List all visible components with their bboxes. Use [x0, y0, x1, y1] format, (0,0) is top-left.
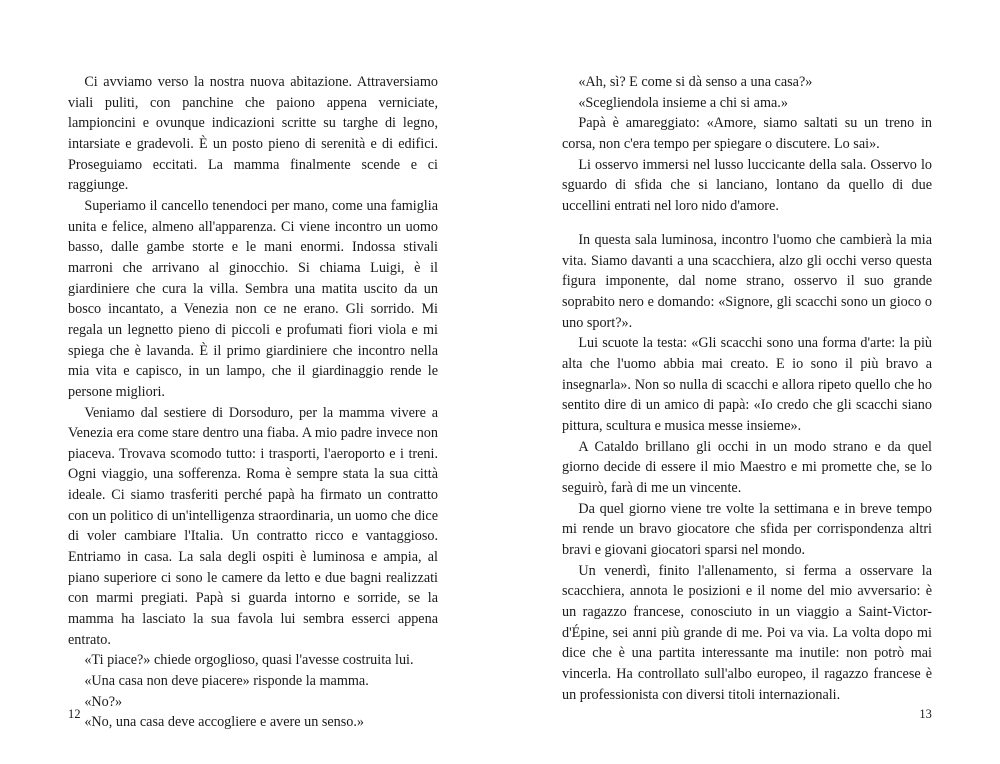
paragraph: Superiamo il cancello tenendoci per mano, come una famiglia unita e felice, almeno all'apparenza. Ci viene incontro un uomo basso, dalle gambe storte e le mani enormi. Indossa stivali marroni che arrivano al ginocchio. Si chiama Luigi, è il giardiniere che cura la villa. Sembra una matita uscito da un bosco incantato, a Venezia non ce ne erano. Gli sorrido. Mi regala un legnetto pieno di piccoli e profumati fiori viola e mi spiega che è lavanda. È il primo giardiniere che incontro nella mia vita e capisco, in un lampo, che il giardinaggio rende le persone migliori. [68, 197, 438, 400]
page-number-right: 13 [919, 707, 932, 721]
paragraph: Lui scuote la testa: «Gli scacchi sono una forma d'arte: la più alta che l'uomo abbia mai creato. E io sono il più bravo a insegnarla». Non so nulla di scacchi e allora ripeto quello che ho sentito dire di un amico di papà: «Io credo che gli scacchi siano pittura, scultura e musica messe insieme». [562, 335, 932, 434]
right-page [500, 0, 1000, 764]
paragraph: «Ti piace?» chiede orgoglioso, quasi l'avesse costruita lui. [84, 652, 414, 669]
paragraph: «No?» [84, 693, 123, 710]
paragraph: «No, una casa deve accogliere e avere un senso.» [84, 714, 365, 731]
paragraph: Ci avviamo verso la nostra nuova abitazione. Attraversiamo viali puliti, con panchine che paiono appena verniciate, lampioncini e ovunque indicazioni scritte su targhe di legno, intarsiate e gradevoli. È un posto pieno di serenità e di edifici. Proseguiamo eccitati. La mamma finalmente scende e ci raggiunge. [68, 74, 438, 194]
paragraph: Li osservo immersi nel lusso luccicante della sala. Osservo lo sguardo di sfida che si lanciano, lontano da quello di due uccellini entrati nel loro nido d'amore. [562, 156, 932, 214]
paragraph: Da quel giorno viene tre volte la settimana e in breve tempo mi rende un bravo giocatore che sfida per corrispondenza altri bravi e giovani giocatori sparsi nel mondo. [562, 500, 932, 558]
paragraph: «Scegliendola insieme a chi si ama.» [578, 94, 788, 111]
paragraph: Un venerdì, finito l'allenamento, si ferma a osservare la scacchiera, annota le posizioni e il nome del mio avversario: è un ragazzo francese, conosciuto in un viaggio a Saint-Victor-d'Épine, sei anni più grande di me. Poi va via. La volta dopo mi dice che è una partita interessante ma inutile: non potrò mai vincerla. Ha controllato sull'albo europeo, il ragazzo francese è un professionista con diversi titoli internazionali. [562, 562, 932, 703]
paragraph: A Cataldo brillano gli occhi in un modo strano e da quel giorno decide di essere il mio Maestro e mi promette che, se lo seguirò, farà di me un vincente. [562, 438, 932, 496]
paragraph: «Ah, sì? E come si dà senso a una casa?» [578, 74, 813, 90]
left-page-body [68, 72, 438, 733]
page-number-left: 12 [68, 707, 81, 721]
right-page-body [562, 72, 932, 705]
paragraph: Veniamo dal sestiere di Dorsoduro, per la mamma vivere a Venezia era come stare dentro una fiaba. A mio padre invece non piaceva. Trovava scomodo tutto: i trasporti, l'aeroporto e i treni. Ogni viaggio, una sofferenza. Roma è sempre stata la sua città ideale. Ci siamo trasferiti perché papà ha firmato un contratto con un politico di un'intelligenza straordinaria, un uomo che dice di voler cambiare l'Italia. Un contratto ricco e vantaggioso. Entriamo in casa. La sala degli ospiti è luminosa e ampia, al piano superiore ci sono le camere da letto e due bagni realizzati con marmi pregiati. Papà si guarda intorno e sorride, se la mamma ha lasciato la sua favola lui sembra esserci appena entrato. [68, 404, 438, 648]
paragraph: In questa sala luminosa, incontro l'uomo che cambierà la mia vita. Siamo davanti a una scacchiera, alzo gli occhi verso questa figura imponente, dal nome strano, osservo il suo grande soprabito nero e domando: «Signore, gli scacchi sono un gioco o uno sport?». [562, 232, 932, 331]
paragraph: Papà è amareggiato: «Amore, siamo saltati su un treno in corsa, non c'era tempo per spiegare o discutere. Lo sai». [562, 115, 932, 152]
paragraph: «Una casa non deve piacere» risponde la mamma. [84, 673, 369, 690]
